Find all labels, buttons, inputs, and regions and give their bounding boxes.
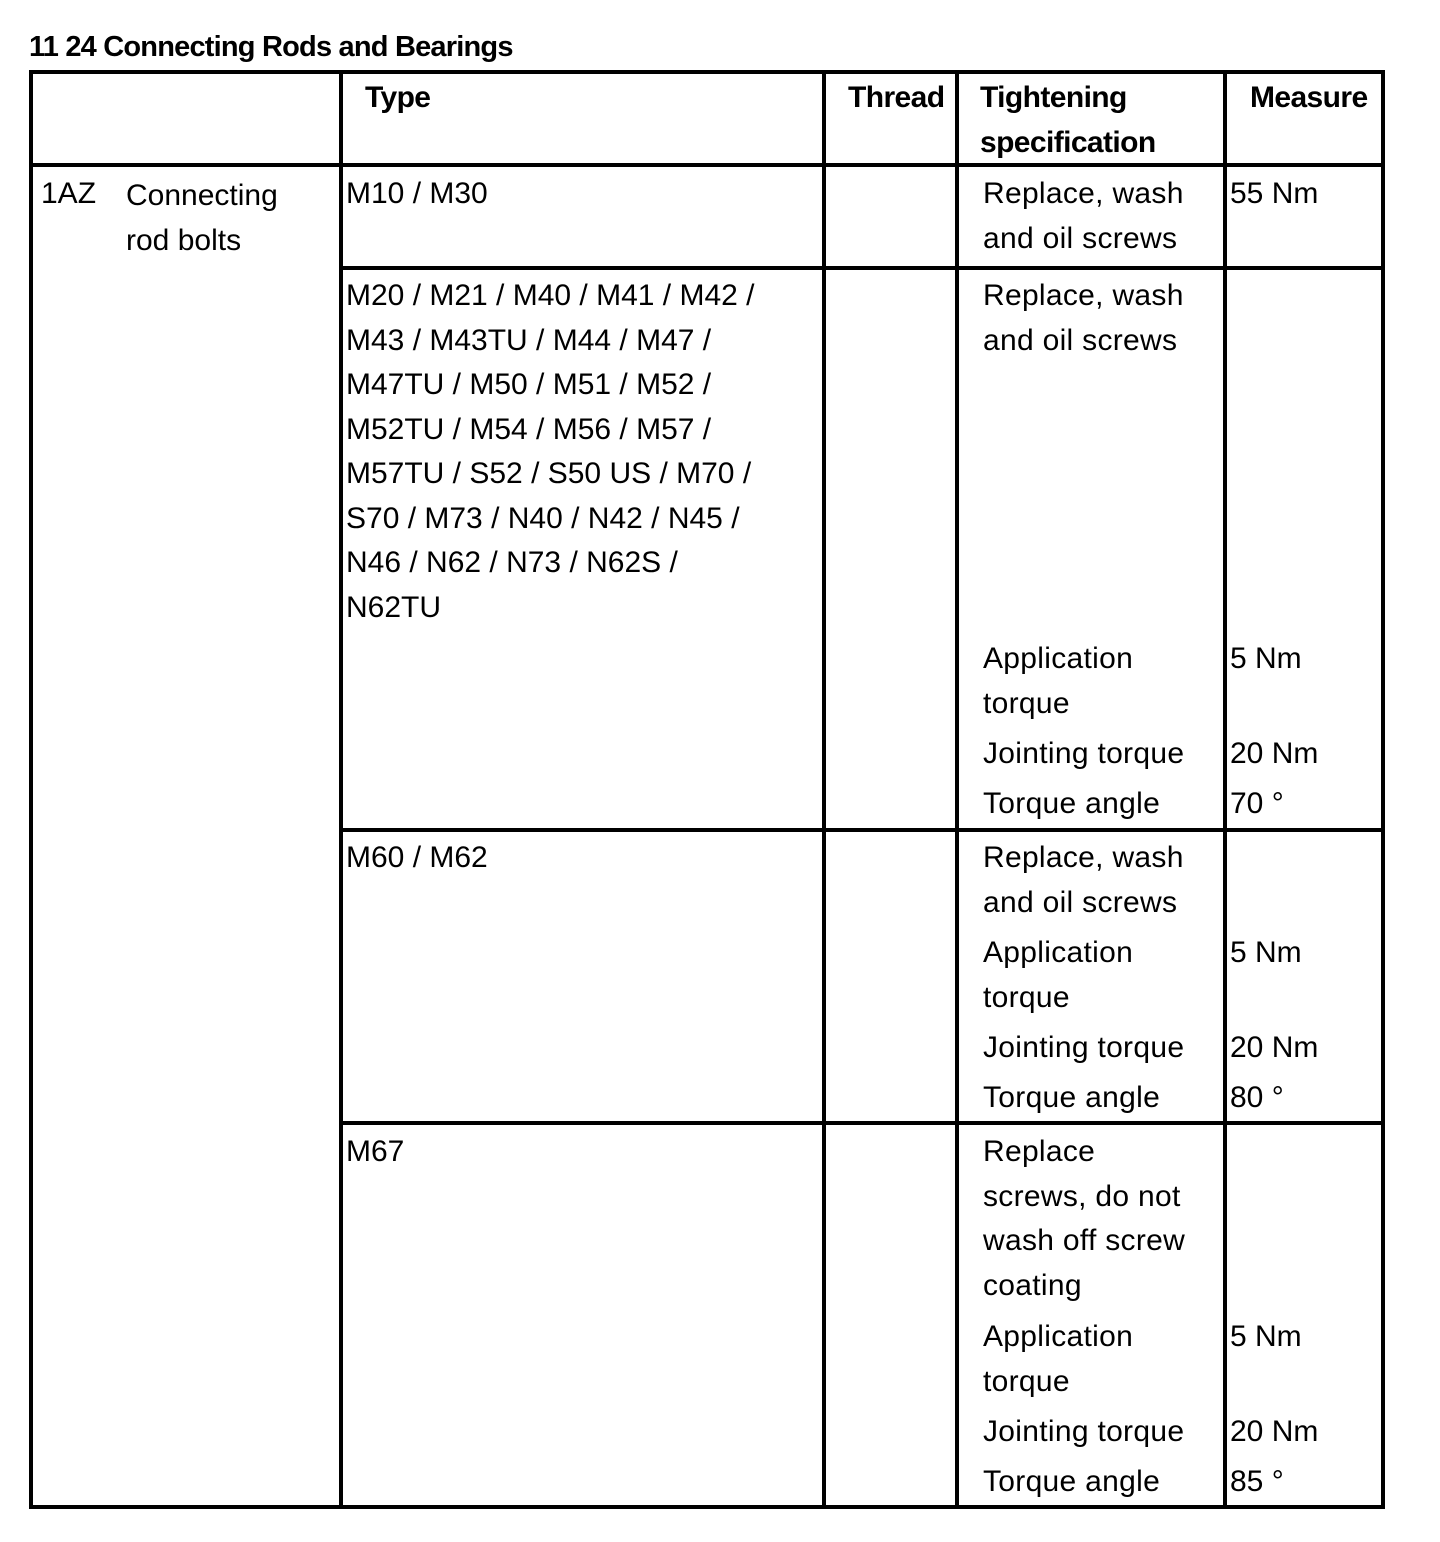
row-divider <box>339 266 1385 270</box>
spec-label: Application torque <box>983 936 1134 1014</box>
spec-label: Torque angle <box>983 1081 1161 1114</box>
spec-value: 20 Nm <box>1230 1415 1319 1448</box>
spec-value: 85 ° <box>1230 1465 1284 1498</box>
spec-label: Jointing torque <box>983 737 1185 770</box>
spec-label: Application torque <box>983 642 1134 720</box>
spec-value: 20 Nm <box>1230 737 1319 770</box>
spec-label: Jointing torque <box>983 1031 1185 1064</box>
spec-value: 70 ° <box>1230 787 1284 820</box>
table-border-right <box>1381 70 1385 1509</box>
type-cell: M20 / M21 / M40 / M41 / M42 / M43 / M43TU / M44 / M47 / M47TU / M50 / M51 / M52 / M52TU / M54 / M56 / M57 / M57TU / S52 / S50 US / M70 / S70 / M73 / N40 / N42 / N45 / N46 / N62 / N73 / N62S / N62TU <box>346 279 755 624</box>
column-divider <box>955 70 959 1509</box>
type-cell: M60 / M62 <box>346 841 488 874</box>
column-divider <box>1223 70 1227 1509</box>
type-cell: M10 / M30 <box>346 177 488 210</box>
spec-value: 5 Nm <box>1230 642 1302 675</box>
header-measure: Measure <box>1250 81 1368 114</box>
spec-label: Replace, wash and oil screws <box>983 279 1184 357</box>
spec-label: Application torque <box>983 1320 1134 1398</box>
column-divider <box>822 70 826 1509</box>
spec-value: 5 Nm <box>1230 936 1302 969</box>
spec-label: Jointing torque <box>983 1415 1185 1448</box>
group-name: Connecting rod bolts <box>126 179 278 257</box>
table-border-bottom <box>29 1505 1385 1509</box>
page-title: 11 24 Connecting Rods and Bearings <box>29 31 513 63</box>
header-tightening-specification: Tightening specification <box>980 81 1156 159</box>
spec-label: Replace screws, do not wash off screw coating <box>983 1135 1186 1302</box>
header-divider <box>29 163 1385 167</box>
type-cell: M67 <box>346 1135 405 1168</box>
header-type: Type <box>365 81 431 114</box>
spec-value: 5 Nm <box>1230 1320 1302 1353</box>
spec-value: 80 ° <box>1230 1081 1284 1114</box>
spec-label: Torque angle <box>983 787 1161 820</box>
group-code: 1AZ <box>41 177 97 210</box>
table-border-left <box>29 70 33 1509</box>
spec-value: 55 Nm <box>1230 177 1319 210</box>
spec-value: 20 Nm <box>1230 1031 1319 1064</box>
spec-label: Torque angle <box>983 1465 1161 1498</box>
table-border-top <box>29 70 1385 74</box>
spec-label: Replace, wash and oil screws <box>983 841 1184 919</box>
row-divider <box>339 1121 1385 1125</box>
spec-label: Replace, wash and oil screws <box>983 177 1184 255</box>
header-thread: Thread <box>848 81 945 114</box>
row-divider <box>339 828 1385 832</box>
column-divider <box>339 70 343 1509</box>
